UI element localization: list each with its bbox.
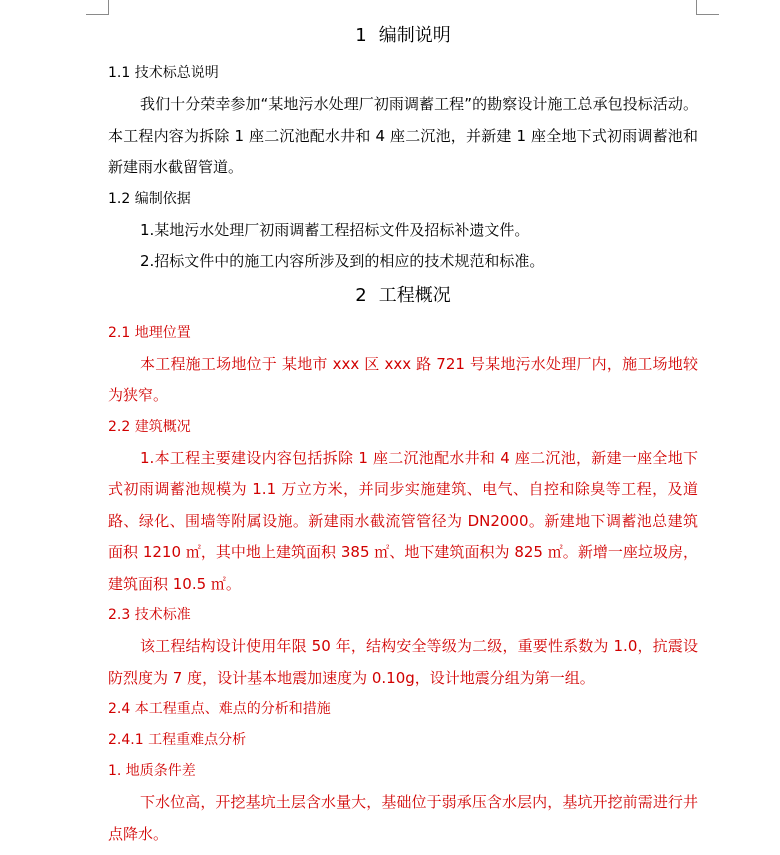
heading-2-2: 2.2 建筑概况 xyxy=(108,418,191,435)
section-1-title xyxy=(108,18,698,58)
section-2-title xyxy=(108,278,698,318)
section-number: 2 xyxy=(355,284,367,306)
paragraph-basis-2: 2.招标文件中的施工内容所涉及到的相应的技术规范和标准。 xyxy=(140,252,545,270)
paragraph-intro: 我们十分荣幸参加“某地污水处理厂初雨调蓄工程”的勘察设计施工总承包投标活动。本工程内容为拆除 1 座二沉池配水井和 4 座二沉池，并新建 1 座全地下式初雨调蓄池和新建雨水截留管道。 xyxy=(108,95,698,176)
heading-2-4: 2.4 本工程重点、难点的分析和措施 xyxy=(108,701,331,717)
paragraph-building: 1.本工程主要建设内容包括拆除 1 座二沉池配水井和 4 座二沉池，新建一座全地下式初雨调蓄池规模为 1.1 万立方米，并同步实施建筑、电气、自控和除臭等工程，及道路、绿化、围墙等附属设施。新建雨水截流管管径为 DN2000。新建地下调蓄池总建筑面积 1210 ㎡，其中地上建筑面积 385 ㎡、地下建筑面积为 825 ㎡。新增一座垃圾房，建筑面积 10.5 ㎡。 xyxy=(108,448,698,593)
paragraph-location: 本工程施工场地位于 某地市 xxx 区 xxx 路 721 号某地污水处理厂内，施工场地较为狭窄。 xyxy=(108,354,698,404)
crop-mark xyxy=(86,14,108,15)
document-page[interactable] xyxy=(108,18,698,850)
heading-geology: 1. 地质条件差 xyxy=(108,763,196,779)
section-number: 1 xyxy=(355,25,367,46)
crop-mark xyxy=(108,0,109,15)
section-title: 工程概况 xyxy=(378,284,451,306)
heading-2-4-1: 2.4.1 工程重难点分析 xyxy=(108,732,247,748)
paragraph-basis-1: 1.某地污水处理厂初雨调蓄工程招标文件及招标补遗文件。 xyxy=(140,220,530,239)
heading-2-1: 2.1 地理位置 xyxy=(108,324,191,341)
heading-2-3: 2.3 技术标准 xyxy=(108,607,191,623)
crop-mark xyxy=(697,14,719,15)
heading-1-1: 1.1 技术标总说明 xyxy=(108,65,219,81)
section-title: 编制说明 xyxy=(378,25,451,46)
paragraph-standards: 该工程结构设计使用年限 50 年，结构安全等级为二级，重要性系数为 1.0，抗震设防烈度为 7 度，设计基本地震加速度为 0.10g，设计地震分组为第一组。 xyxy=(108,637,698,687)
heading-1-2: 1.2 编制依据 xyxy=(108,190,191,207)
paragraph-geology: 下水位高，开挖基坑土层含水量大，基础位于弱承压含水层内，基坑开挖前需进行井点降水。 xyxy=(108,793,698,843)
crop-mark xyxy=(696,0,697,15)
